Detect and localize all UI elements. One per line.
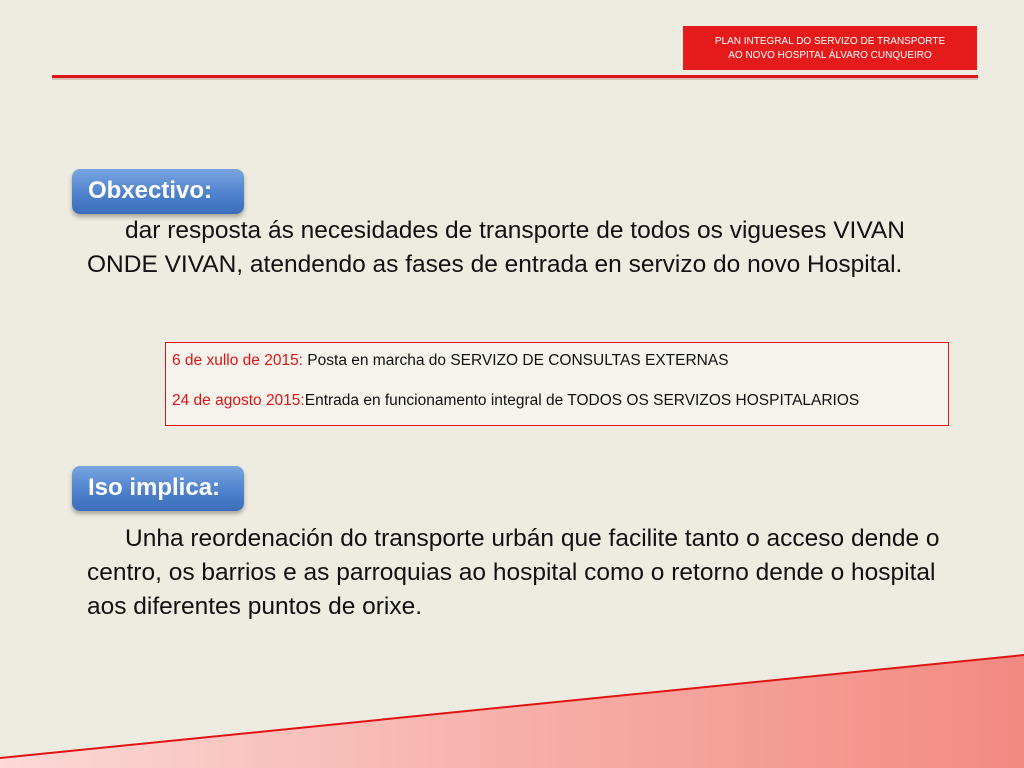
implication-label: Iso implica: [72, 466, 244, 511]
milestone-description: Posta en marcha do SERVIZO DE CONSULTAS EXTERNAS [303, 352, 729, 369]
objective-text: dar resposta ás necesidades de transporte de todos os vigueses VIVAN ONDE VIVAN, atendendo as fases de entrada en servizo do novo Hospital. [87, 217, 905, 278]
milestone-item [172, 351, 948, 371]
milestone-description: Entrada en funcionamento integral de TODOS OS SERVIZOS HOSPITALARIOS [304, 392, 860, 409]
header-divider-shadow [52, 78, 978, 80]
header-title-badge [683, 26, 977, 70]
objective-label: Obxectivo: [72, 169, 244, 214]
milestone-date: 6 de xullo de 2015: [172, 352, 303, 369]
decorative-footer-band [0, 640, 1024, 768]
footer-band-fill [0, 655, 1024, 768]
header-title-line-1: PLAN INTEGRAL DO SERVIZO DE TRANSPORTE [714, 35, 946, 47]
implication-text: Unha reordenación do transporte urbán que facilite tanto o acceso dende o centro, os barrios e as parroquias ao hospital como o retorno dende o hospital aos diferentes puntos de orixe. [87, 525, 940, 620]
milestone-date: 24 de agosto 2015: [172, 392, 305, 409]
header-title-line-2: AO NOVO HOSPITAL ÁLVARO CUNQUEIRO [728, 49, 932, 61]
milestone-item [172, 391, 948, 411]
milestones-box [165, 342, 949, 426]
